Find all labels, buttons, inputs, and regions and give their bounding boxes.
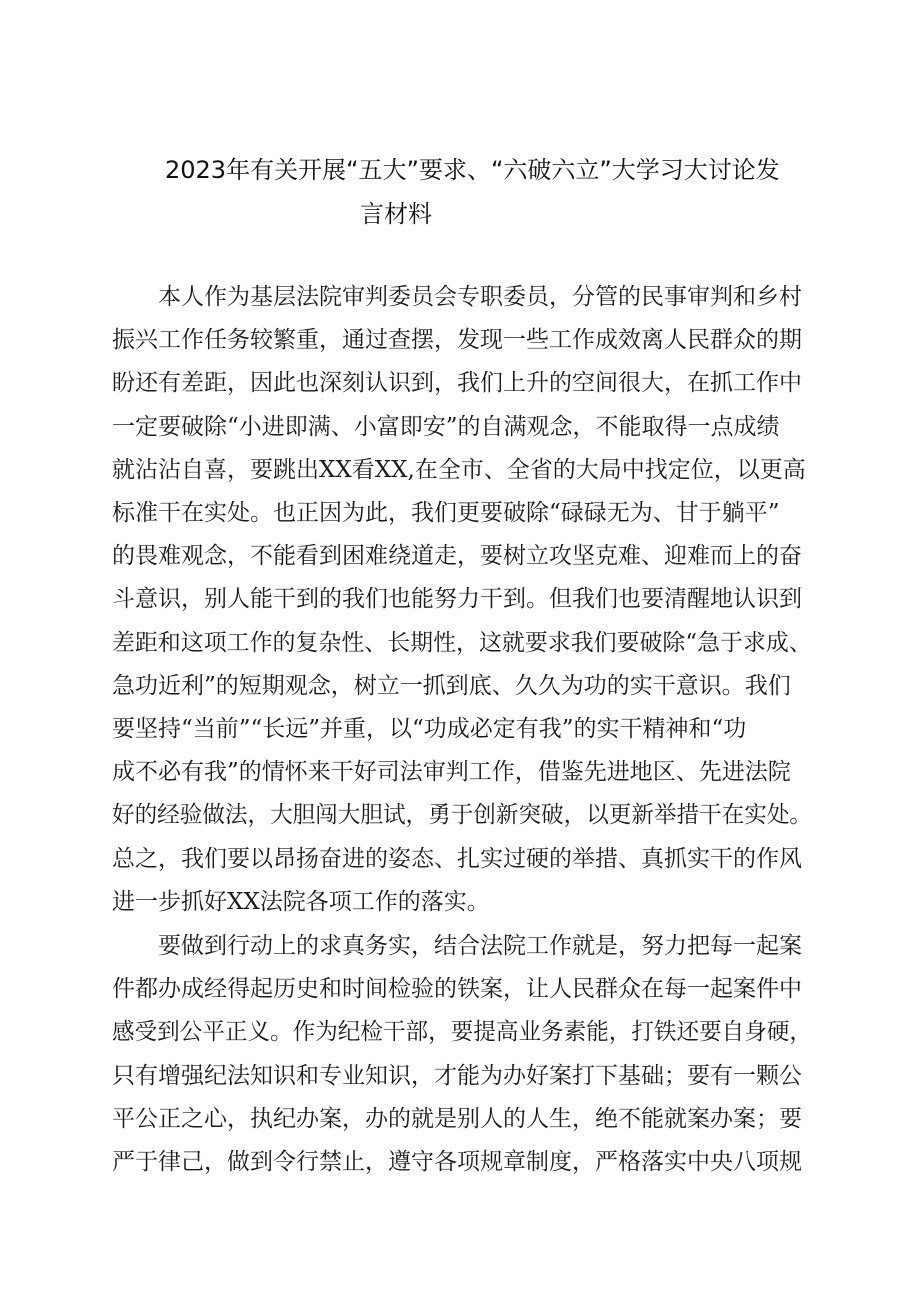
paragraph-line: 感受到公平正义。作为纪检干部，要提高业务素能，打铁还要自身硬，	[112, 1019, 812, 1046]
paragraph-line: 要做到行动上的求真务实，结合法院工作就是，努力把每一起案	[112, 933, 802, 959]
paragraph-line: 平公正之心，执纪办案，办的就是别人的人生，绝不能就案办案；要	[112, 1105, 802, 1132]
paragraph-line: 总之，我们要以昂扬奋进的姿态、扎实过硬的举措、真抓实干的作风	[112, 845, 802, 872]
paragraph-line: 好的经验做法，大胆闯大胆试，勇于创新突破，以更新举措干在实处。	[112, 802, 812, 829]
paragraph-line: 进一步抓好XX法院各项工作的落实。	[112, 888, 490, 915]
paragraph-line: 严于律己，做到令行禁止，遵守各项规章制度，严格落实中央八项规	[112, 1149, 802, 1175]
paragraph-line: 本人作为基层法院审判委员会专职委员，分管的民事审判和乡村	[112, 284, 802, 310]
paragraph-line: 件都办成经得起历史和时间检验的铁案，让人民群众在每一起案件中	[112, 976, 802, 1003]
paragraph-line: 一定要破除“小进即满、小富即安”的自满观念，不能取得一点成绩	[112, 413, 780, 440]
document-title-line-2: 言材料	[360, 200, 432, 228]
paragraph-line: 就沾沾自喜，要跳出XX看XX,在全市、全省的大局中找定位，以更高	[112, 456, 806, 483]
paragraph-line: 盼还有差距，因此也深刻认识到，我们上升的空间很大，在抓工作中	[112, 370, 802, 397]
paragraph-line: 只有增强纪法知识和专业知识，才能为办好案打下基础；要有一颗公	[112, 1062, 802, 1089]
paragraph-line: 成不必有我”的情怀来干好司法审判工作，借鉴先进地区、先进法院	[112, 759, 791, 786]
paragraph-line: 斗意识，别人能干到的我们也能努力干到。但我们也要清醒地认识到	[112, 586, 802, 613]
paragraph-line: 的畏难观念，不能看到困难绕道走，要树立攻坚克难、迎难而上的奋	[112, 543, 802, 570]
paragraph-line: 差距和这项工作的复杂性、长期性，这就要求我们要破除“急于求成、	[112, 629, 812, 656]
paragraph-line: 标准干在实处。也正因为此，我们更要破除“碌碌无为、甘于躺平”	[112, 500, 780, 526]
paragraph-line: 要坚持“当前”“长远”并重，以“功成必定有我”的实干精神和“功	[112, 716, 747, 742]
paragraph-line: 振兴工作任务较繁重，通过查摆，发现一些工作成效离人民群众的期	[112, 327, 802, 354]
paragraph-line: 急功近利”的短期观念，树立一抓到底、久久为功的实干意识。我们	[112, 672, 791, 699]
document-title-line-1: 2023年有关开展“五大”要求、“六破六立”大学习大讨论发	[165, 156, 780, 184]
